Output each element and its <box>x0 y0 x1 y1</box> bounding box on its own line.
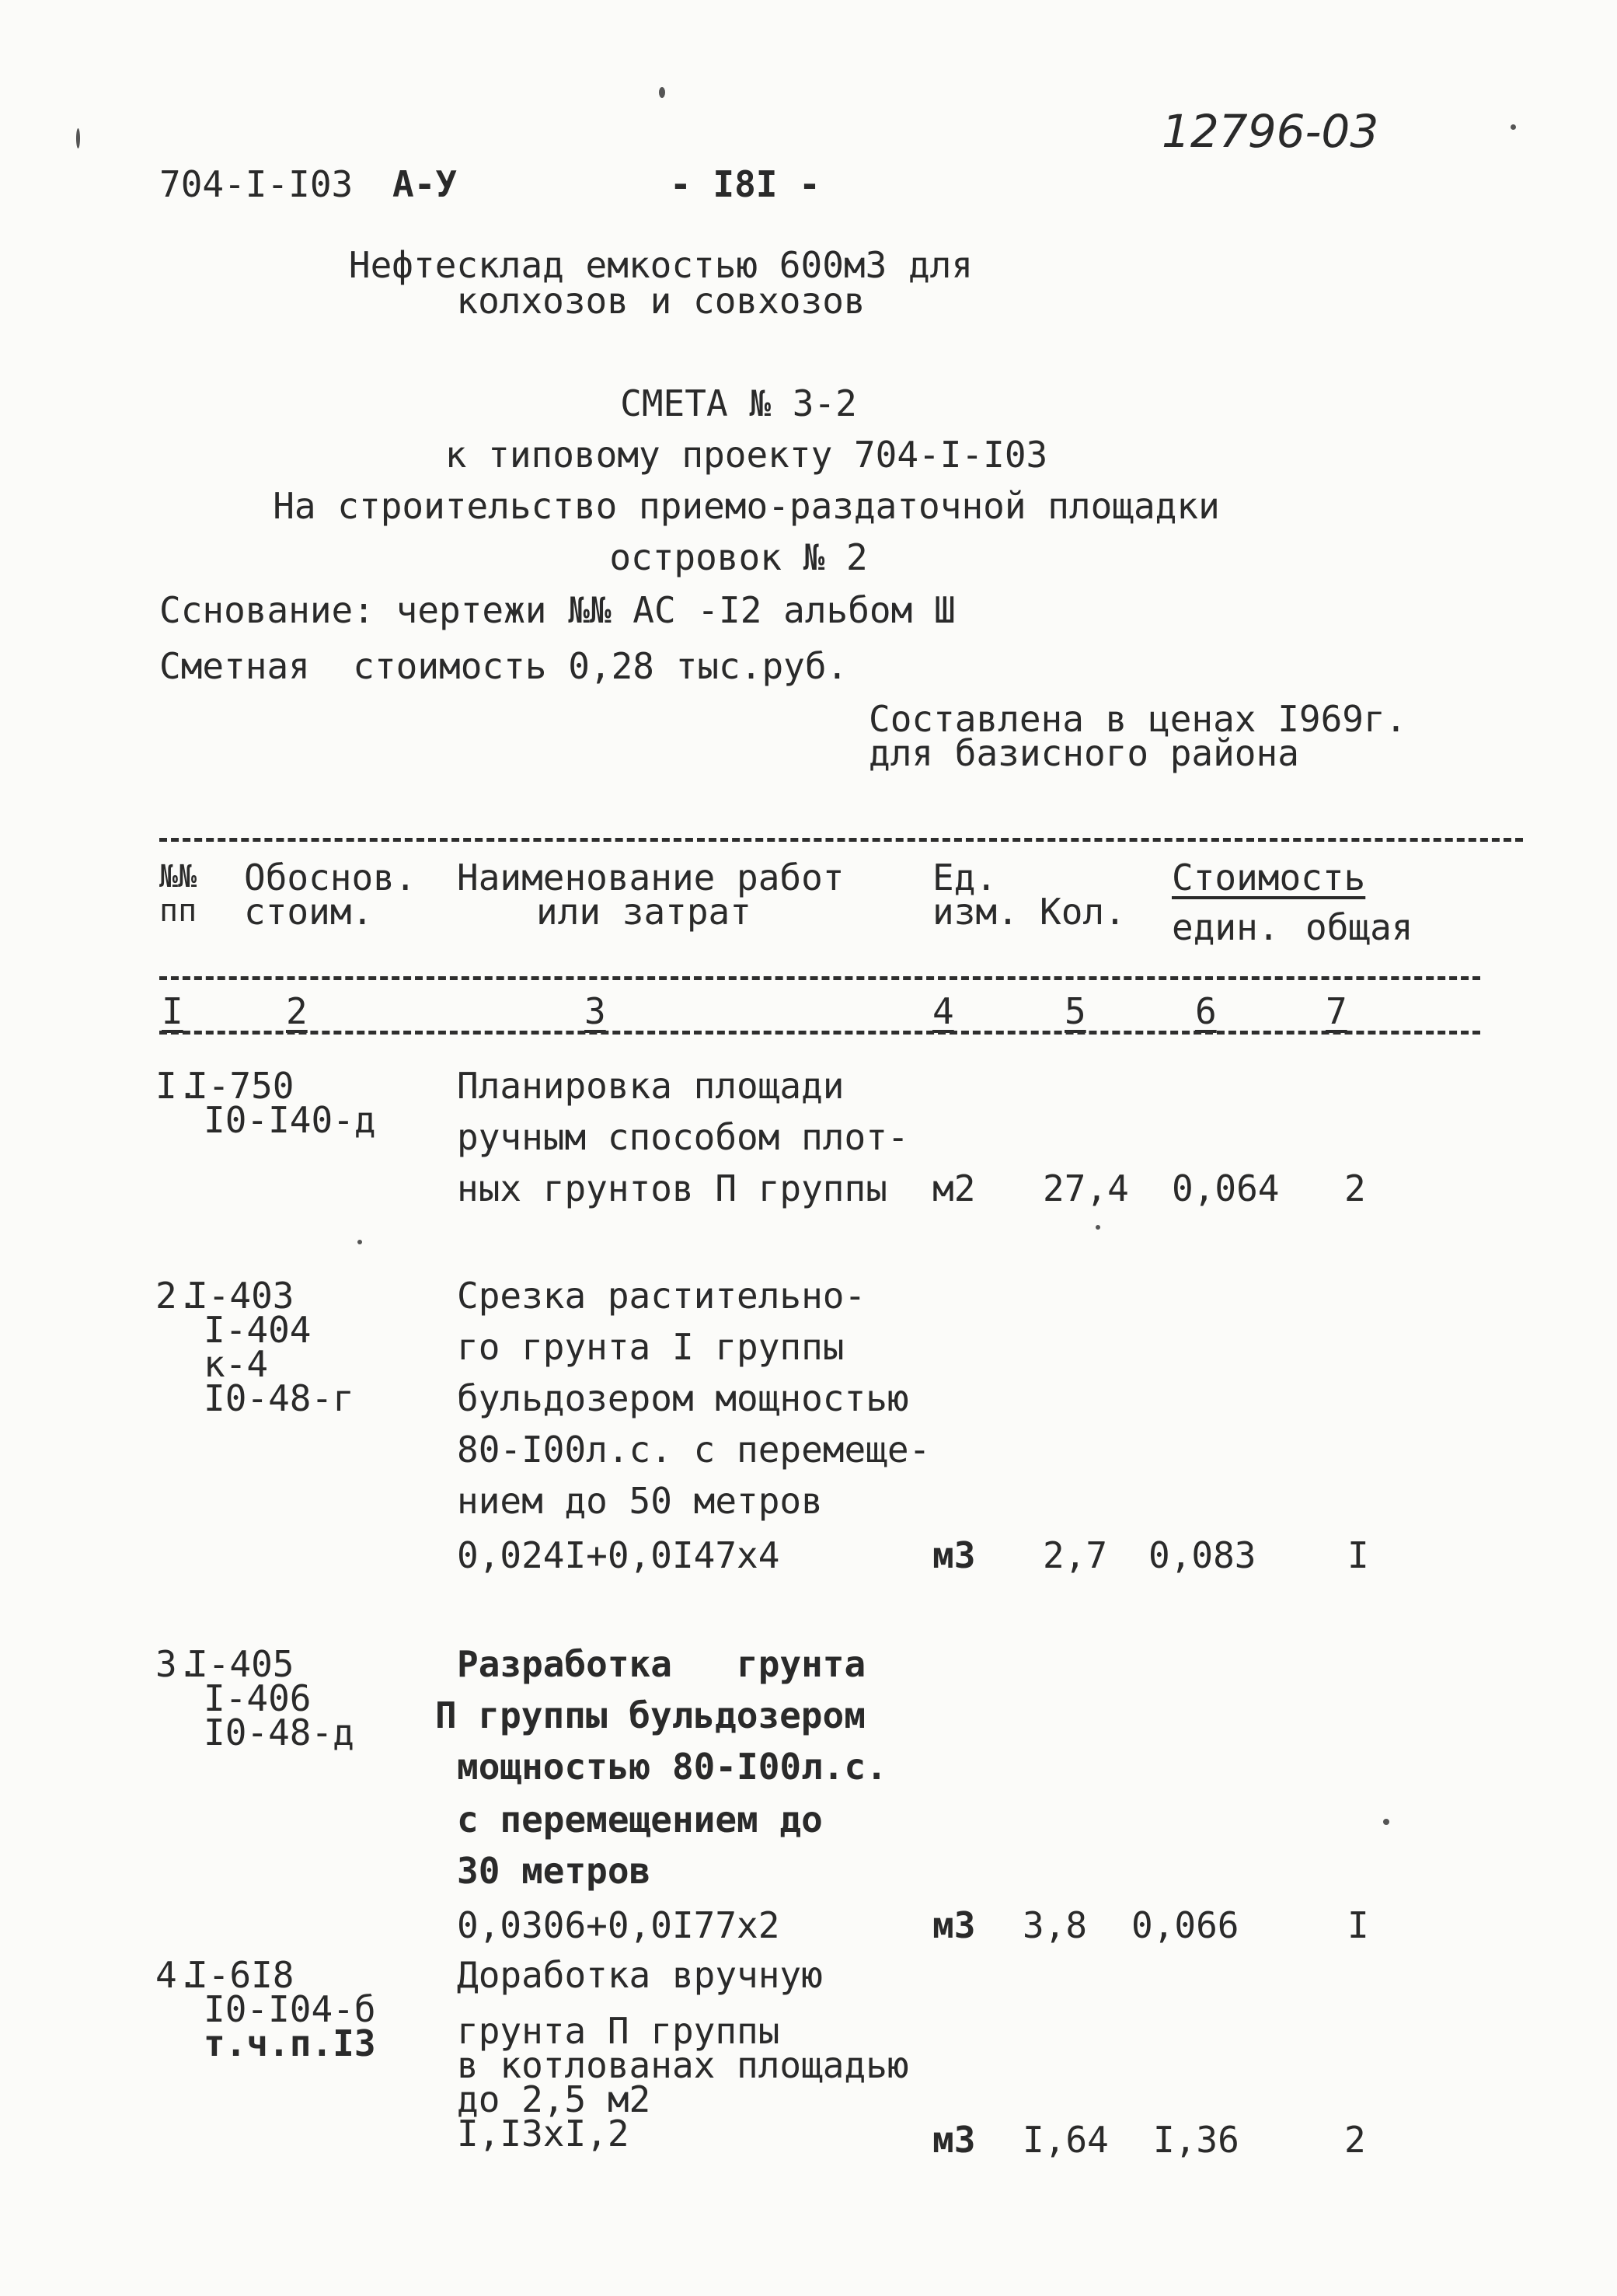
row-qty: 2,7 <box>1043 1534 1108 1576</box>
scan-speck <box>357 1240 362 1244</box>
row-name-5: 30 метров <box>457 1850 651 1892</box>
col-unit-cost-header: един. <box>1172 906 1280 948</box>
project-code: 704-I-I03 <box>159 163 354 205</box>
row-name-3: ных грунтов П группы <box>457 1167 887 1209</box>
col-cost-header: Стоимость <box>1172 857 1366 899</box>
row-qty: I,64 <box>1023 2119 1109 2161</box>
col-number-3: 3 <box>584 990 606 1032</box>
row-name-3: мощностью 80-I00л.с. <box>457 1746 887 1788</box>
row-unit-cost: 0,064 <box>1172 1167 1280 1209</box>
estimate-title: СМЕТА № 3-2 <box>620 382 857 424</box>
header-rule-bottom <box>159 1031 1480 1035</box>
col-number-1: I <box>162 990 183 1032</box>
scan-speck <box>1511 124 1516 130</box>
row-name-3: бульдозером мощностью <box>457 1377 909 1419</box>
project-reference: к типовому проекту 704-I-I03 <box>444 434 1048 476</box>
row-name-1: Срезка растительно- <box>457 1275 866 1317</box>
row-total: 2 <box>1344 2119 1366 2161</box>
col-qty-header: Кол. <box>1040 891 1126 933</box>
col-num-header-1: №№ <box>159 859 197 895</box>
row-qty: 3,8 <box>1023 1904 1088 1946</box>
row-name-4: до 2,5 м2 <box>457 2078 651 2120</box>
row-number: 4. <box>155 1954 199 1996</box>
handwritten-number: 12796-03 <box>1162 105 1379 158</box>
row-basis-4: I0-48-г <box>204 1377 354 1419</box>
scan-speck <box>659 87 665 98</box>
basis-line: Сснование: чертежи №№ АС -I2 альбом Ш <box>159 589 956 631</box>
row-number: 3. <box>155 1643 199 1685</box>
col-basis-header-1: Обоснов. <box>244 857 416 899</box>
prices-line-2: для базисного района <box>869 732 1299 774</box>
row-unit-cost: I,36 <box>1153 2119 1239 2161</box>
header-rule-middle <box>159 976 1480 980</box>
row-total: I <box>1347 1534 1369 1576</box>
row-basis-1: I-403 <box>186 1275 294 1317</box>
row-basis-1: I-6I8 <box>186 1954 294 1996</box>
col-basis-header-2: стоим. <box>244 891 374 933</box>
scan-mark <box>76 128 80 148</box>
row-basis-3: к-4 <box>204 1343 269 1385</box>
header-rule-top <box>159 838 1523 842</box>
estimate-subject: На строительство приемо-раздаточной площадки <box>273 485 1220 527</box>
col-number-4: 4 <box>932 990 954 1032</box>
row-unit: м3 <box>932 1534 976 1576</box>
row-name-6: 0,024I+0,0I47х4 <box>457 1534 780 1576</box>
row-name-2: грунта П группы <box>457 2010 780 2052</box>
row-name-1: Доработка вручную <box>457 1954 823 1996</box>
col-total-header: общая <box>1305 906 1413 948</box>
col-unit-header-2: изм. <box>932 891 1019 933</box>
row-unit-cost: 0,066 <box>1131 1904 1239 1946</box>
row-basis-1: I-405 <box>186 1643 294 1685</box>
col-number-6: 6 <box>1195 990 1217 1032</box>
row-name-4: с перемещением до <box>457 1799 823 1841</box>
row-name-1: Разработка грунта <box>457 1643 866 1685</box>
row-name-2: ручным способом плот- <box>457 1116 909 1158</box>
estimated-cost: Сметная стоимость 0,28 тыс.руб. <box>159 645 849 687</box>
col-unit-header-1: Ед. <box>932 857 998 899</box>
row-name-4: 80-I00л.с. с перемеще- <box>457 1429 931 1471</box>
row-qty: 27,4 <box>1043 1167 1129 1209</box>
row-name-2: го грунта I группы <box>457 1326 845 1368</box>
row-name-2: П группы бульдозером <box>435 1694 866 1736</box>
row-unit: м3 <box>932 2119 976 2161</box>
row-basis-2: I-404 <box>204 1309 312 1351</box>
row-basis-3: т.ч.п.I3 <box>204 2022 376 2064</box>
title-line-1: Нефтесклад емкостью 600м3 для <box>348 244 974 286</box>
col-number-5: 5 <box>1065 990 1086 1032</box>
row-name-3: в котлованах площадью <box>457 2044 909 2086</box>
row-basis-3: I0-48-д <box>204 1712 354 1753</box>
row-basis-2: I0-I04-б <box>204 1988 376 2030</box>
row-basis-1: I-750 <box>186 1065 294 1107</box>
row-name-6: 0,0306+0,0I77х2 <box>457 1904 780 1946</box>
prices-line-1: Составлена в ценах I969г. <box>869 698 1407 740</box>
col-num-header-2: пп <box>159 893 197 929</box>
row-total: I <box>1347 1904 1369 1946</box>
title-line-2: колхозов и совхозов <box>456 280 866 322</box>
scan-speck <box>1096 1225 1100 1230</box>
row-number: I. <box>155 1065 199 1107</box>
row-name-1: Планировка площади <box>457 1065 845 1107</box>
row-name-5: нием до 50 метров <box>457 1480 823 1522</box>
col-name-header-1: Наименование работ <box>457 857 845 899</box>
col-number-7: 7 <box>1326 990 1347 1032</box>
island-title: островок № 2 <box>609 536 868 578</box>
row-unit: м3 <box>932 1904 976 1946</box>
row-unit-cost: 0,083 <box>1148 1534 1256 1576</box>
row-basis-2: I-406 <box>204 1677 312 1719</box>
col-name-header-2: или затрат <box>536 891 751 933</box>
row-total: 2 <box>1344 1167 1366 1209</box>
col-number-2: 2 <box>286 990 308 1032</box>
row-unit: м2 <box>932 1167 976 1209</box>
row-basis-2: I0-I40-д <box>204 1099 376 1141</box>
scan-speck <box>1383 1819 1389 1825</box>
sheet-code: А-У <box>392 163 458 205</box>
page-number: - I8I - <box>670 163 821 205</box>
row-number: 2. <box>155 1275 199 1317</box>
row-name-5: I,I3хI,2 <box>457 2113 629 2155</box>
